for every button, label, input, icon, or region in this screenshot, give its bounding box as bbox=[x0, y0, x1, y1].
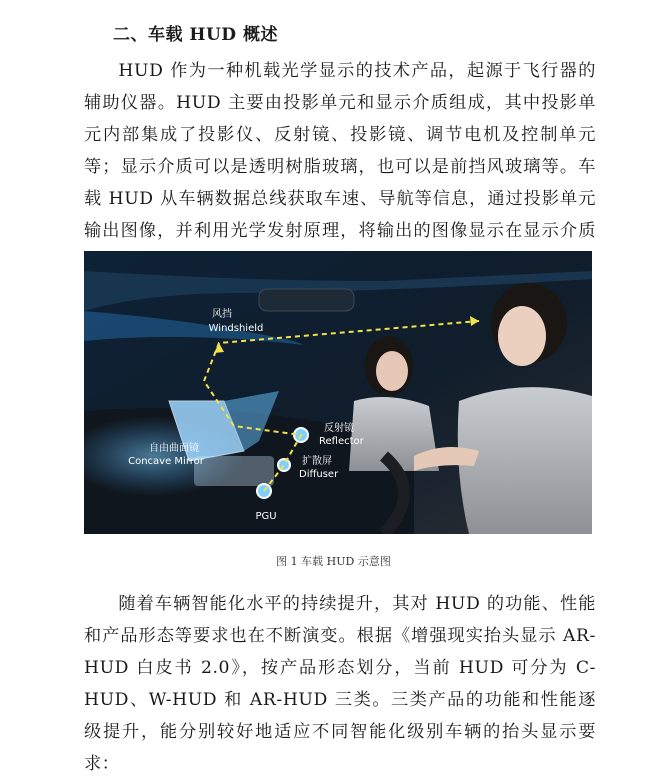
section-heading: 二、车载 HUD 概述 bbox=[113, 25, 278, 45]
mirror-label-cn: 自由曲面镜 bbox=[149, 443, 199, 454]
mirror-label-en: Concave Mirror bbox=[128, 456, 204, 467]
diffuser-label-en: Diffuser bbox=[299, 469, 339, 480]
windshield-label-en: Windshield bbox=[208, 323, 264, 334]
hud-figure bbox=[84, 251, 592, 534]
windshield-label-cn: 风挡 bbox=[212, 309, 232, 320]
pgu-label: PGU bbox=[255, 511, 277, 522]
reflector-label-cn: 反射镜 bbox=[324, 423, 354, 434]
reflector-label-en: Reflector bbox=[319, 436, 364, 447]
hud-housing bbox=[194, 456, 274, 486]
diffuser-label-cn: 扩散屏 bbox=[302, 456, 332, 467]
figure-caption: 图 1 车载 HUD 示意图 bbox=[276, 555, 391, 568]
intro-paragraph: HUD 作为一种机载光学显示的技术产品，起源于飞行器的辅助仪器。HUD 主要由投影单元和显示介质组成，其中投影单元内部集成了投影仪、反射镜、投影镜、调节电机及控制单元等；显示介质可以是透明树脂玻璃，也可以是前挡风玻璃等。车载 HUD 从车辆数据总线获取车速、导航等信息，通过投影单元输出图像，并利用光学发射原理，将输出的图像显示在显示介质 bbox=[84, 61, 596, 241]
diffuser-point bbox=[278, 459, 290, 471]
evolution-paragraph: 随着车辆智能化水平的持续提升，其对 HUD 的功能、性能和产品形态等要求也在不断演变。根据《增强现实抬头显示 AR-HUD 白皮书 2.0》，按产品形态划分，当前 HUD 可分为 C-HUD、W-HUD 和 AR-HUD 三类。三类产品的功能和性能逐级提升，能分别较好地适应不同智能化级别车辆的抬头显示要求： bbox=[84, 594, 596, 774]
rearview-mirror bbox=[259, 289, 354, 311]
hud-illustration bbox=[84, 251, 592, 534]
